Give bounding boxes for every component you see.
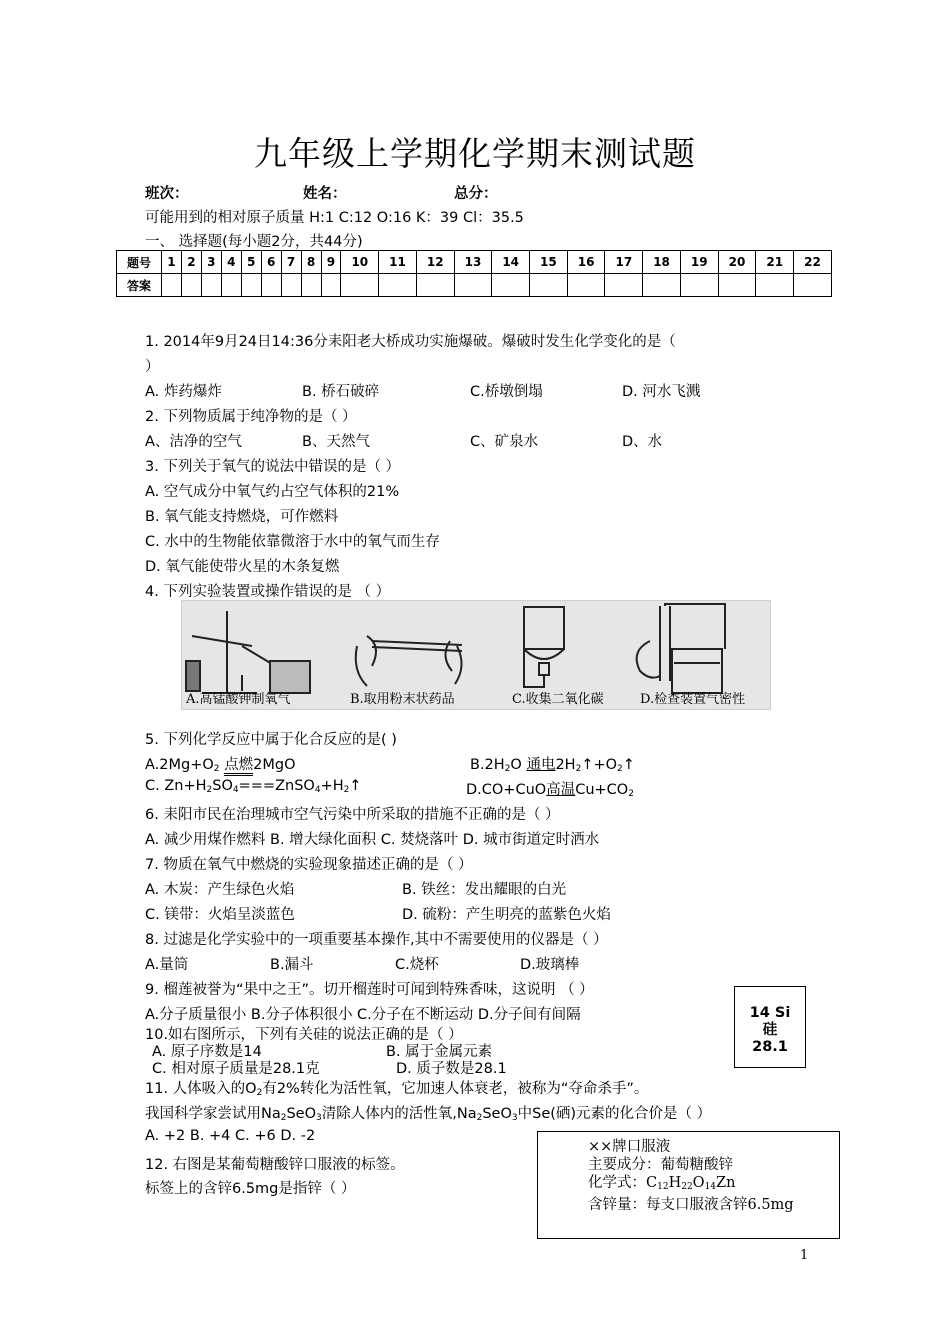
answer-cell[interactable] [221,274,241,297]
answer-cell[interactable] [756,274,794,297]
q8-option-d: D.玻璃棒 [520,957,580,973]
q4-stem: 4. 下列实验装置或操作错误的是 （ ） [145,584,391,600]
q1-option-c: C.桥墩倒塌 [470,384,543,400]
question-number-cell: 13 [454,251,492,274]
question-number-cell: 17 [605,251,643,274]
apparatus-d-drawing [637,604,725,693]
name-label: 姓名： [303,186,347,202]
q5-c-part3: ===ZnSO [238,778,315,794]
class-label: 班次： [145,186,189,202]
label-ingredient: 主要成分：葡萄糖酸锌 [588,1157,733,1173]
q5-a-product: 2MgO [253,757,296,773]
si-mass: 28.1 [752,1039,788,1055]
q11-sub1: 2 [280,1113,287,1123]
f-zn: Zn [716,1175,736,1191]
q8-option-a: A.量筒 [145,957,189,973]
q1-option-b: B. 桥石破碎 [302,384,380,400]
q5-a-condition: 点燃 [224,757,253,776]
f-h: H [668,1175,682,1191]
caption-d: D.检查装置气密性 [640,692,746,707]
q5-d-part2: Cu+CO [575,782,629,798]
q11-line2-d: SeO [482,1106,512,1122]
q5-option-d [466,778,634,799]
answer-cell[interactable] [680,274,718,297]
q5-b-part5: ↑ [622,757,635,773]
q11-line1-sub: 2 [256,1088,263,1098]
apparatus-figure [181,600,771,710]
question-number-cell: 14 [492,251,530,274]
question-number-cell: 18 [643,251,681,274]
label-formula [588,1174,794,1196]
row-label-number: 题号 [117,251,162,274]
question-number-cell: 6 [261,251,281,274]
q5-b-part2: O [510,757,522,773]
q11-line1-a: 11. 人体吸入的O [145,1081,257,1097]
f-sub1: 12 [657,1182,669,1192]
question-number-cell: 1 [162,251,182,274]
q11-sub2: 3 [316,1113,322,1123]
answer-cell[interactable] [567,274,605,297]
si-number-symbol: 14 Si [749,1005,791,1021]
q11-line2-c: 清除人体内的活性氧,Na [321,1106,477,1122]
q8-option-b: B.漏斗 [270,957,314,973]
q1-stem-end: ） [145,359,160,375]
question-number-cell: 22 [794,251,832,274]
answer-cell[interactable] [181,274,201,297]
q3-option-a: A. 空气成分中氧气约占空气体积的21% [145,484,400,500]
q5-a-part: A.2Mg+O [145,757,214,773]
question-number-cell: 11 [379,251,417,274]
q5-b-sub3: 2 [617,764,623,774]
question-number-cell: 10 [341,251,379,274]
answer-cell[interactable] [454,274,492,297]
caption-c: C.收集二氧化碳 [512,692,604,707]
q5-c-sub4: 2 [343,785,350,795]
f-sub3: 14 [704,1182,717,1192]
answer-cell[interactable] [261,274,281,297]
q12-stem: 12. 右图是某葡萄糖酸锌口服液的标签。 [145,1157,405,1173]
q11-line1 [145,1077,648,1098]
q5-b-part3: 2H [555,757,576,773]
q10-option-b: B. 属于金属元素 [386,1044,493,1060]
q5-d-condition: 高温 [546,782,576,798]
q7-option-c: C. 镁带：火焰呈淡蓝色 [145,907,295,923]
q2-option-c: C、矿泉水 [470,434,539,450]
si-name: 硅 [762,1022,778,1038]
question-number-cell: 19 [680,251,718,274]
q10-option-c: C. 相对原子质量是28.1克 [152,1061,320,1077]
q5-c-part1: C. Zn+H [145,778,207,794]
q6-stem: 6. 耒阳市民在治理城市空气污染中所采取的措施不正确的是（ ） [145,807,560,823]
q9-options: A.分子质量很小 B.分子体积很小 C.分子在不断运动 D.分子间有间隔 [145,1007,581,1023]
q5-option-a [145,753,295,774]
q1-option-a: A. 炸药爆炸 [145,384,222,400]
q5-option-b [470,753,635,774]
q5-b-condition: 通电 [526,757,556,773]
answer-cell[interactable] [492,274,530,297]
answer-cell[interactable] [379,274,417,297]
medicine-label-box [537,1131,840,1239]
q5-c-sub2: 4 [232,785,239,795]
q2-option-a: A、洁净的空气 [145,434,242,450]
q6-options: A. 减少用煤作燃料 B. 增大绿化面积 C. 焚烧落叶 D. 城市街道定时洒水 [145,832,600,848]
label-formula-prefix: 化学式：C [588,1175,658,1191]
q5-b-part4: ↑+O [581,757,618,773]
answer-cell[interactable] [416,274,454,297]
answer-cell[interactable] [162,274,182,297]
q5-stem: 5. 下列化学反应中属于化合反应的是( ) [145,732,397,748]
question-number-cell: 3 [201,251,221,274]
caption-a: A.高锰酸钾制氧气 [186,692,291,707]
apparatus-a-drawing [186,611,310,693]
q11-line2 [145,1102,711,1123]
section-heading: 一、 选择题(每小题2分，共44分) [145,234,363,250]
f-sub2: 22 [681,1182,693,1192]
answer-table [116,250,832,297]
q12-stem-2: 标签上的含锌6.5mg是指锌（ ） [145,1181,356,1197]
q5-option-c [145,778,362,795]
apparatus-b-drawing [356,636,462,686]
q10-stem: 10.如右图所示，下列有关硅的说法正确的是（ ） [145,1027,463,1043]
q10-option-a: A. 原子序数是14 [152,1044,262,1060]
q5-b-sub1: 2 [504,764,511,774]
question-number-cell: 20 [718,251,756,274]
q8-stem: 8. 过滤是化学实验中的一项重要基本操作,其中不需要使用的仪器是（ ） [145,932,608,948]
q8-option-c: C.烧杯 [395,957,439,973]
silicon-element-box [734,986,806,1068]
q3-option-b: B. 氧气能支持燃烧，可作燃料 [145,509,339,525]
question-number-cell: 15 [530,251,568,274]
answer-cell[interactable] [530,274,568,297]
q3-stem: 3. 下列关于氧气的说法中错误的是（ ） [145,459,401,475]
question-number-cell: 2 [181,251,201,274]
q7-stem: 7. 物质在氧气中燃烧的实验现象描述正确的是（ ） [145,857,473,873]
q7-option-b: B. 铁丝：发出耀眼的白光 [402,882,567,898]
q11-line2-b: SeO [286,1106,317,1122]
apparatus-c-drawing [524,607,564,687]
caption-b: B.取用粉末状药品 [350,692,455,707]
q11-options: A. +2 B. +4 C. +6 D. -2 [145,1128,316,1144]
score-label: 总分： [454,186,498,202]
answer-cell[interactable] [341,274,379,297]
page-number: 1 [800,1248,809,1263]
q11-sub4: 3 [511,1113,518,1123]
q2-option-b: B、天然气 [302,434,370,450]
answer-cell[interactable] [281,274,301,297]
label-zinc-content: 含锌量：每支口服液含锌6.5mg [588,1197,794,1213]
answer-cell[interactable] [605,274,643,297]
q5-d-sub: 2 [628,789,634,799]
question-number-cell: 5 [241,251,261,274]
q5-b-sub2: 2 [575,764,582,774]
q5-d-part1: D.CO+CuO [466,782,547,798]
page-title: 九年级上学期化学期末测试题 [254,134,696,173]
question-number-cell: 7 [281,251,301,274]
answer-cell[interactable] [301,274,321,297]
q1-option-d: D. 河水飞溅 [622,384,701,400]
question-number-cell: 9 [321,251,341,274]
q2-option-d: D、水 [622,434,663,450]
q5-c-sub1: 2 [206,785,213,795]
question-number-cell: 4 [221,251,241,274]
label-brand: ××牌口服液 [588,1139,671,1155]
q11-line1-b: 有2%转化为活性氧，它加速人体衰老，被称为“夺命杀手”。 [262,1081,649,1097]
answer-cell[interactable] [718,274,756,297]
answer-cell[interactable] [643,274,681,297]
q5-c-part2: SO [212,778,233,794]
question-number-cell: 8 [301,251,321,274]
q5-c-part4: +H [320,778,344,794]
q7-option-a: A. 木炭：产生绿色火焰 [145,882,295,898]
answer-cell[interactable] [201,274,221,297]
row-label-answer: 答案 [117,274,162,297]
answer-cell[interactable] [794,274,832,297]
q11-line2-a: 我国科学家尝试用Na [145,1106,281,1122]
q3-option-c: C. 水中的生物能依靠微溶于水中的氧气而生存 [145,534,440,550]
q5-a-sub: 2 [213,764,220,774]
q2-stem: 2. 下列物质属于纯净物的是（ ） [145,409,357,425]
atomic-masses: 可能用到的相对原子质量 H:1 C:12 O:16 K：39 Cl：35.5 [145,210,524,226]
q5-c-part5: ↑ [349,778,362,794]
q7-option-d: D. 硫粉：产生明亮的蓝紫色火焰 [402,907,611,923]
q5-b-part1: B.2H [470,757,505,773]
question-number-cell: 16 [567,251,605,274]
question-number-cell: 21 [756,251,794,274]
q9-stem: 9. 榴莲被誉为“果中之王”。切开榴莲时可闻到特殊香味，这说明 （ ） [145,982,594,998]
q11-line2-e: 中Se(硒)元素的化合价是（ ） [517,1106,712,1122]
q11-sub3: 2 [476,1113,483,1123]
answer-cell[interactable] [241,274,261,297]
q3-option-d: D. 氧气能使带火星的木条复燃 [145,559,340,575]
question-number-cell: 12 [416,251,454,274]
answer-cell[interactable] [321,274,341,297]
f-o: O [692,1175,705,1191]
q10-option-d: D. 质子数是28.1 [396,1061,507,1077]
q1-stem: 1. 2014年9月24日14:36分耒阳老大桥成功实施爆破。爆破时发生化学变化的是（ [145,334,676,350]
q5-c-sub3: 4 [314,785,321,795]
